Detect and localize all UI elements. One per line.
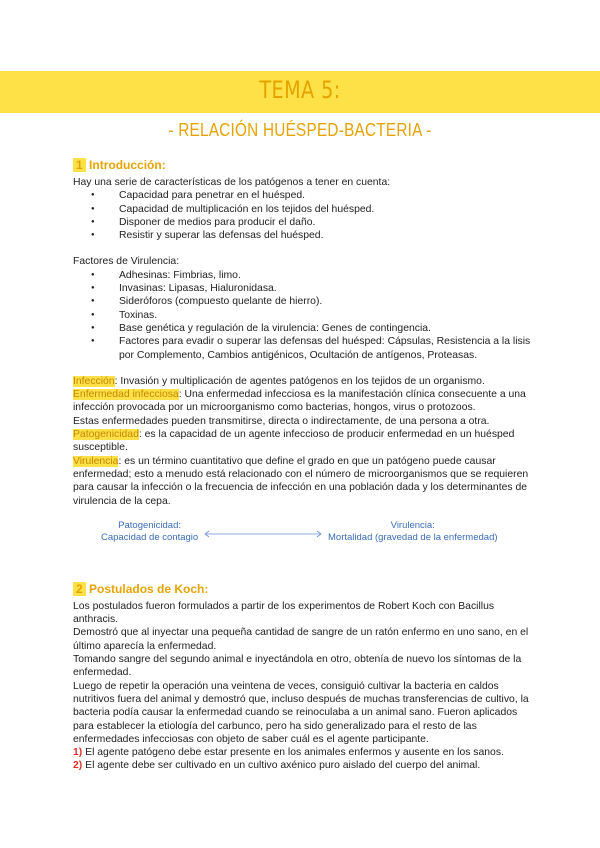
koch-paragraph: Demostró que al inyectar una pequeña cantidad de sangre de un ratón enfermo en uno sano, en el último aparecía la enfermedad. bbox=[73, 627, 529, 652]
term-highlight: Virulencia bbox=[73, 455, 119, 467]
section-number: 1 bbox=[73, 158, 86, 172]
diagram-left-label: Patogenicidad: bbox=[118, 519, 182, 531]
postulate-1: 1) El agente patógeno debe estar presente en los animales enfermos y ausente en los sanos. bbox=[73, 747, 504, 759]
diagram-right bbox=[328, 520, 498, 544]
definition-infeccion: Infección: Invasión y multiplicación de agentes patógenos en los tejidos de un organismo. bbox=[73, 375, 485, 387]
koch-paragraph: Tomando sangre del segundo animal e inyectándola en otro, obtenía de nuevo los síntomas de la enfermedad. bbox=[73, 654, 522, 679]
postulate-number: 2) bbox=[73, 760, 83, 772]
section-heading-intro bbox=[73, 158, 533, 173]
transmission-note: Estas enfermedades pueden transmitirse, directa o indirectamente, de una persona a otra. bbox=[73, 415, 490, 427]
list-item: ● Base genética y regulación de la virulencia: Genes de contingencia. bbox=[113, 322, 533, 335]
definition-patogenicidad: Patogenicidad: es la capacidad de un agente infeccioso de producir enfermedad en un huésped susceptible. bbox=[73, 429, 515, 454]
section-heading-koch bbox=[73, 582, 533, 597]
document-body bbox=[73, 158, 533, 773]
diagram-right-label: Virulencia: bbox=[390, 519, 435, 531]
postulate-2: 2) El agente debe ser cultivado en un cultivo axénico puro aislado del cuerpo del animal. bbox=[73, 760, 481, 772]
virulence-factors-list bbox=[73, 269, 533, 362]
page-title: TEMA 5: bbox=[259, 76, 341, 104]
virulence-factors-title: Factores de Virulencia: bbox=[73, 256, 180, 268]
characteristics-list bbox=[73, 189, 533, 242]
list-item: ● Disponer de medios para producir el daño. bbox=[113, 216, 533, 229]
diagram-right-sub: Mortalidad (gravedad de la enfermedad) bbox=[328, 531, 498, 543]
definition-enfermedad: Enfermedad infecciosa: Una enfermedad infecciosa es la manifestación clínica consecuente a una infección provocada por un microorganismo como bacterias, hongos, virus o protozoos. bbox=[73, 389, 526, 414]
postulate-number: 1) bbox=[73, 747, 83, 759]
section-title: Postulados de Koch: bbox=[89, 581, 209, 596]
pathogenicity-virulence-diagram bbox=[73, 520, 533, 562]
diagram-left bbox=[101, 520, 198, 544]
definition-virulencia: Virulencia: es un término cuantitativo que define el grado en que un patógeno puede causar enfermedad; esto a menudo está relacionado con el número de microorganismos que se requieren para causar la infección o la frecuencia de infección en una población dada y los determinantes de virulencia de la cepa. bbox=[73, 455, 529, 507]
term-highlight: Patogenicidad bbox=[73, 429, 139, 441]
list-item: ● Adhesinas: Fimbrias, limo. bbox=[113, 269, 533, 282]
section-number: 2 bbox=[73, 582, 86, 596]
term-highlight: Enfermedad infecciosa bbox=[73, 389, 179, 401]
title-banner bbox=[0, 71, 600, 113]
list-item: ● Sideróforos (compuesto quelante de hierro). bbox=[113, 295, 533, 308]
section-title: Introducción: bbox=[89, 158, 166, 172]
double-arrow-icon bbox=[203, 530, 323, 538]
diagram-left-sub: Capacidad de contagio bbox=[101, 531, 199, 543]
list-item: ● Invasinas: Lipasas, Hialuronidasa. bbox=[113, 282, 533, 295]
koch-paragraph: Luego de repetir la operación una veintena de veces, consiguió cultivar la bacteria en caldos nutritivos fuera del animal y demostró que, incluso después de muchas transferencias de cultivo, la bacteria podía causar la enfermedad cuando se reinoculaba a un animal sano. Fueron aplicados para establecer la etiología del carbunco, pero ha sido generalizado para el resto de las enfermedades infecciosas con objeto de saber cuál es el agente participante. bbox=[73, 680, 529, 745]
list-item: ● Resistir y superar las defensas del huésped. bbox=[113, 229, 533, 242]
list-item: ● Toxinas. bbox=[113, 309, 533, 322]
intro-paragraph: Hay una serie de características de los patógenos a tener en cuenta: bbox=[73, 177, 391, 188]
koch-paragraph: Los postulados fueron formulados a partir de los experimentos de Robert Koch con Bacillus anthracis. bbox=[73, 600, 495, 626]
term-highlight: Infección bbox=[73, 375, 115, 387]
list-item: ● Capacidad de multiplicación en los tejidos del huésped. bbox=[113, 203, 533, 216]
page-subtitle: - RELACIÓN HUÉSPED-BACTERIA - bbox=[168, 120, 432, 140]
list-item: ● Capacidad para penetrar en el huésped. bbox=[113, 189, 533, 202]
list-item: ● Factores para evadir o superar las defensas del huésped: Cápsulas, Resistencia a la lisis por Complemento, Cambios antigénicos, Ocultación de antígenos, Proteasas. bbox=[113, 335, 533, 362]
